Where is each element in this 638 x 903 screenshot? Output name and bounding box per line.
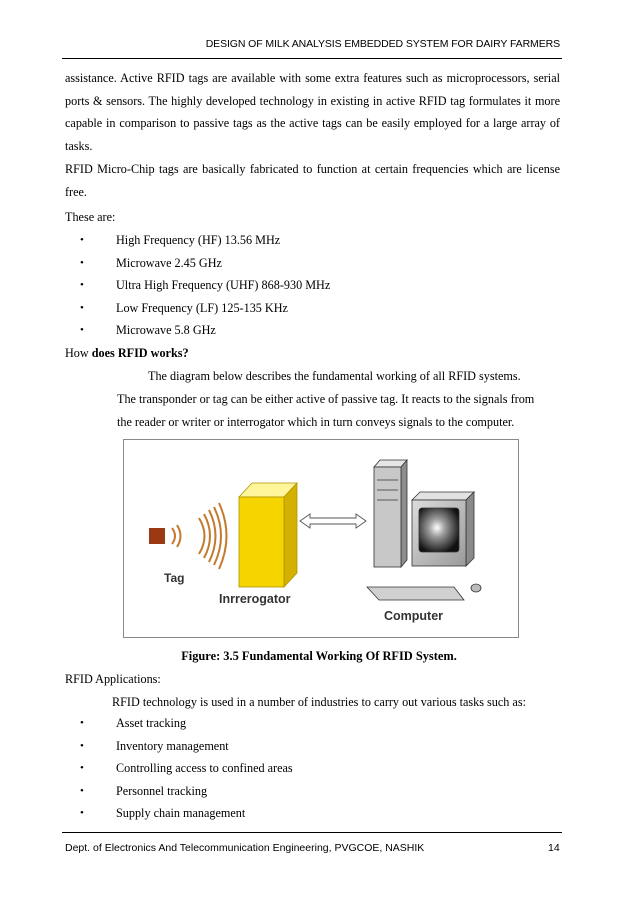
interrogator-label: Inrrerogator [219, 592, 291, 606]
how-line-2: The transponder or tag can be either active of passive tag. It reacts to the signals from [117, 392, 535, 406]
how-heading: How does RFID works? [65, 346, 189, 360]
these-are-label: These are: [65, 210, 116, 224]
bullet-icon: • [80, 784, 84, 797]
microchip-paragraph: RFID Micro-Chip tags are basically fabricated to function at certain frequencies which are license free. [65, 162, 560, 199]
signal-waves-icon [172, 503, 227, 569]
applications-intro: RFID technology is used in a number of industries to carry out various tasks such as: [112, 695, 526, 709]
bullet-icon: • [80, 324, 84, 337]
interrogator-side [284, 483, 297, 587]
figure-caption: Figure: 3.5 Fundamental Working Of RFID System. [181, 649, 457, 663]
tag-chip [149, 528, 165, 544]
header-divider [62, 58, 562, 59]
keyboard [367, 587, 464, 600]
how-line-1: The diagram below describes the fundamental working of all RFID systems. [148, 369, 521, 383]
computer-monitor [412, 492, 474, 566]
interrogator-front [239, 497, 284, 587]
bullet-icon: • [80, 807, 84, 820]
footer-divider [62, 832, 562, 833]
bullet-icon: • [80, 256, 84, 269]
rfid-diagram [123, 439, 519, 638]
page-header: DESIGN OF MILK ANALYSIS EMBEDDED SYSTEM FOR DAIRY FARMERS [205, 38, 560, 50]
page-number: 14 [548, 842, 560, 854]
applications-heading: RFID Applications: [65, 672, 161, 686]
bullet-icon: • [80, 279, 84, 292]
footer-department: Dept. of Electronics And Telecommunication Engineering, PVGCOE, NASHIK [65, 842, 425, 854]
bullet-icon: • [80, 301, 84, 314]
bullet-icon: • [80, 234, 84, 246]
double-arrow-icon [300, 514, 366, 528]
bullet-icon: • [80, 739, 84, 752]
rfid-diagram-svg [124, 440, 518, 637]
mouse-icon [471, 584, 481, 592]
how-line-3: the reader or writer or interrogator which in turn conveys signals to the computer. [117, 415, 515, 429]
tag-label: Tag [164, 571, 185, 585]
computer-tower [374, 460, 407, 567]
computer-label: Computer [384, 609, 444, 623]
intro-paragraph: assistance. Active RFID tags are available with some extra features such as microprocessors, serial ports & sensors. The highly developed technology in existing in active RFID tag formulates it more capable in comparison to passive tags as the active tags can be easily employed for a large array of tasks. [65, 71, 560, 154]
bullet-icon: • [80, 717, 84, 729]
bullet-icon: • [80, 762, 84, 775]
